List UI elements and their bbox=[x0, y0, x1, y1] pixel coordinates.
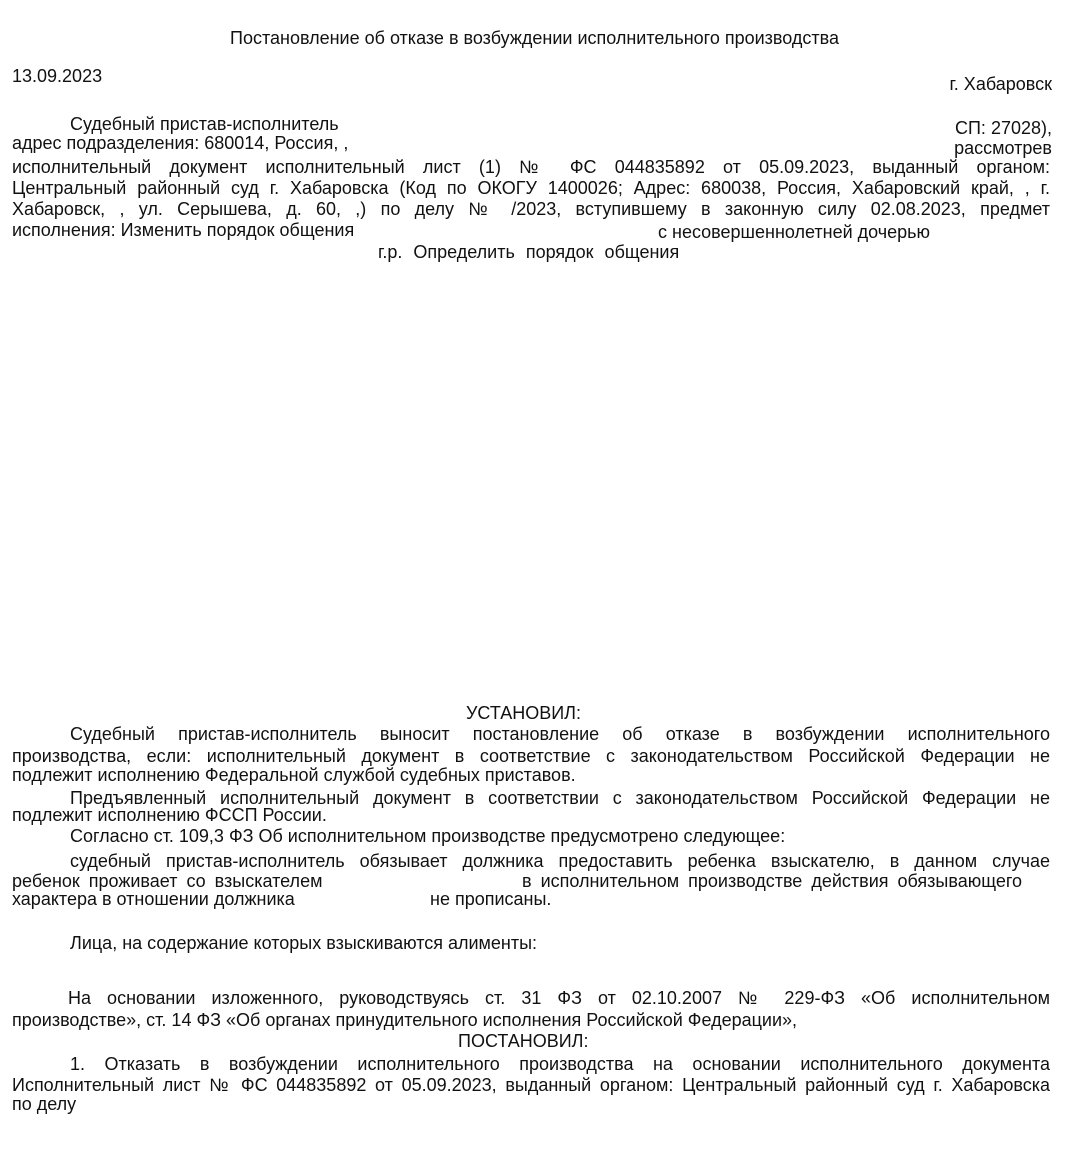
paragraph-line: судебный пристав-исполнитель обязывает должника предоставить ребенка взыскателю, в данном случае bbox=[70, 851, 1050, 871]
intro-line: исполнения: Изменить порядок общения bbox=[12, 220, 355, 240]
paragraph-line: подлежит исполнению Федеральной службой судебных приставов. bbox=[12, 765, 576, 785]
paragraph-line: На основании изложенного, руководствуясь ст. 31 ФЗ от 02.10.2007 № 229-ФЗ «Об исполнительном bbox=[68, 988, 1050, 1008]
paragraph-line: Согласно ст. 109,3 ФЗ Об исполнительном производстве предусмотрено следующее: bbox=[70, 826, 786, 846]
document-city: г. Хабаровск bbox=[949, 74, 1052, 94]
paragraph-line: Предъявленный исполнительный документ в соответствии с законодательством Российской Федерации не bbox=[70, 788, 1050, 808]
paragraph-line: производства, если: исполнительный документ в соответствие с законодательством Российской Федерации не bbox=[12, 746, 1050, 766]
resolved-item-line: по делу bbox=[12, 1094, 77, 1114]
paragraph-line: подлежит исполнению ФССП России. bbox=[12, 805, 327, 825]
paragraph-line: Судебный пристав-исполнитель выносит постановление об отказе в возбуждении исполнительного bbox=[70, 724, 1050, 744]
established-heading: УСТАНОВИЛ: bbox=[466, 703, 581, 723]
paragraph-line: характера в отношении должника bbox=[12, 889, 295, 909]
intro-line: Судебный пристав-исполнитель bbox=[70, 114, 339, 134]
resolved-heading: ПОСТАНОВИЛ: bbox=[458, 1031, 589, 1051]
intro-line: рассмотрев bbox=[954, 138, 1052, 158]
document-date: 13.09.2023 bbox=[12, 66, 103, 86]
intro-line: с несовершеннолетней дочерью bbox=[658, 222, 931, 242]
paragraph-line: не прописаны. bbox=[430, 889, 552, 909]
document-title: Постановление об отказе в возбуждении исполнительного производства bbox=[230, 28, 840, 48]
paragraph-line: Лица, на содержание которых взыскиваются алименты: bbox=[70, 933, 538, 953]
intro-line: адрес подразделения: 680014, Россия, , bbox=[12, 133, 349, 153]
intro-line: СП: 27028), bbox=[955, 118, 1052, 138]
intro-line: Хабаровск, , ул. Серышева, д. 60, ,) по делу № /2023, вступившему в законную силу 02.08.2023, предмет bbox=[12, 199, 1050, 219]
resolved-item-line: 1. Отказать в возбуждении исполнительного производства на основании исполнительного документа bbox=[70, 1054, 1050, 1074]
paragraph-line: производстве», ст. 14 ФЗ «Об органах принудительного исполнения Российской Федерации», bbox=[12, 1010, 798, 1030]
intro-line: г.р. Определить порядок общения bbox=[378, 242, 680, 262]
resolved-item-line: Исполнительный лист № ФС 044835892 от 05.09.2023, выданный органом: Центральный районный суд г. Хабаровска bbox=[12, 1075, 1050, 1095]
paragraph-line: в исполнительном производстве действия обязывающего bbox=[522, 871, 1023, 891]
paragraph-line: ребенок проживает со взыскателем bbox=[12, 871, 323, 891]
intro-line: Центральный районный суд г. Хабаровска (Код по ОКОГУ 1400026; Адрес: 680038, Россия, Хабаровский край, , г. bbox=[12, 178, 1050, 198]
intro-line: исполнительный документ исполнительный лист (1) № ФС 044835892 от 05.09.2023, выданный органом: bbox=[12, 157, 1050, 177]
